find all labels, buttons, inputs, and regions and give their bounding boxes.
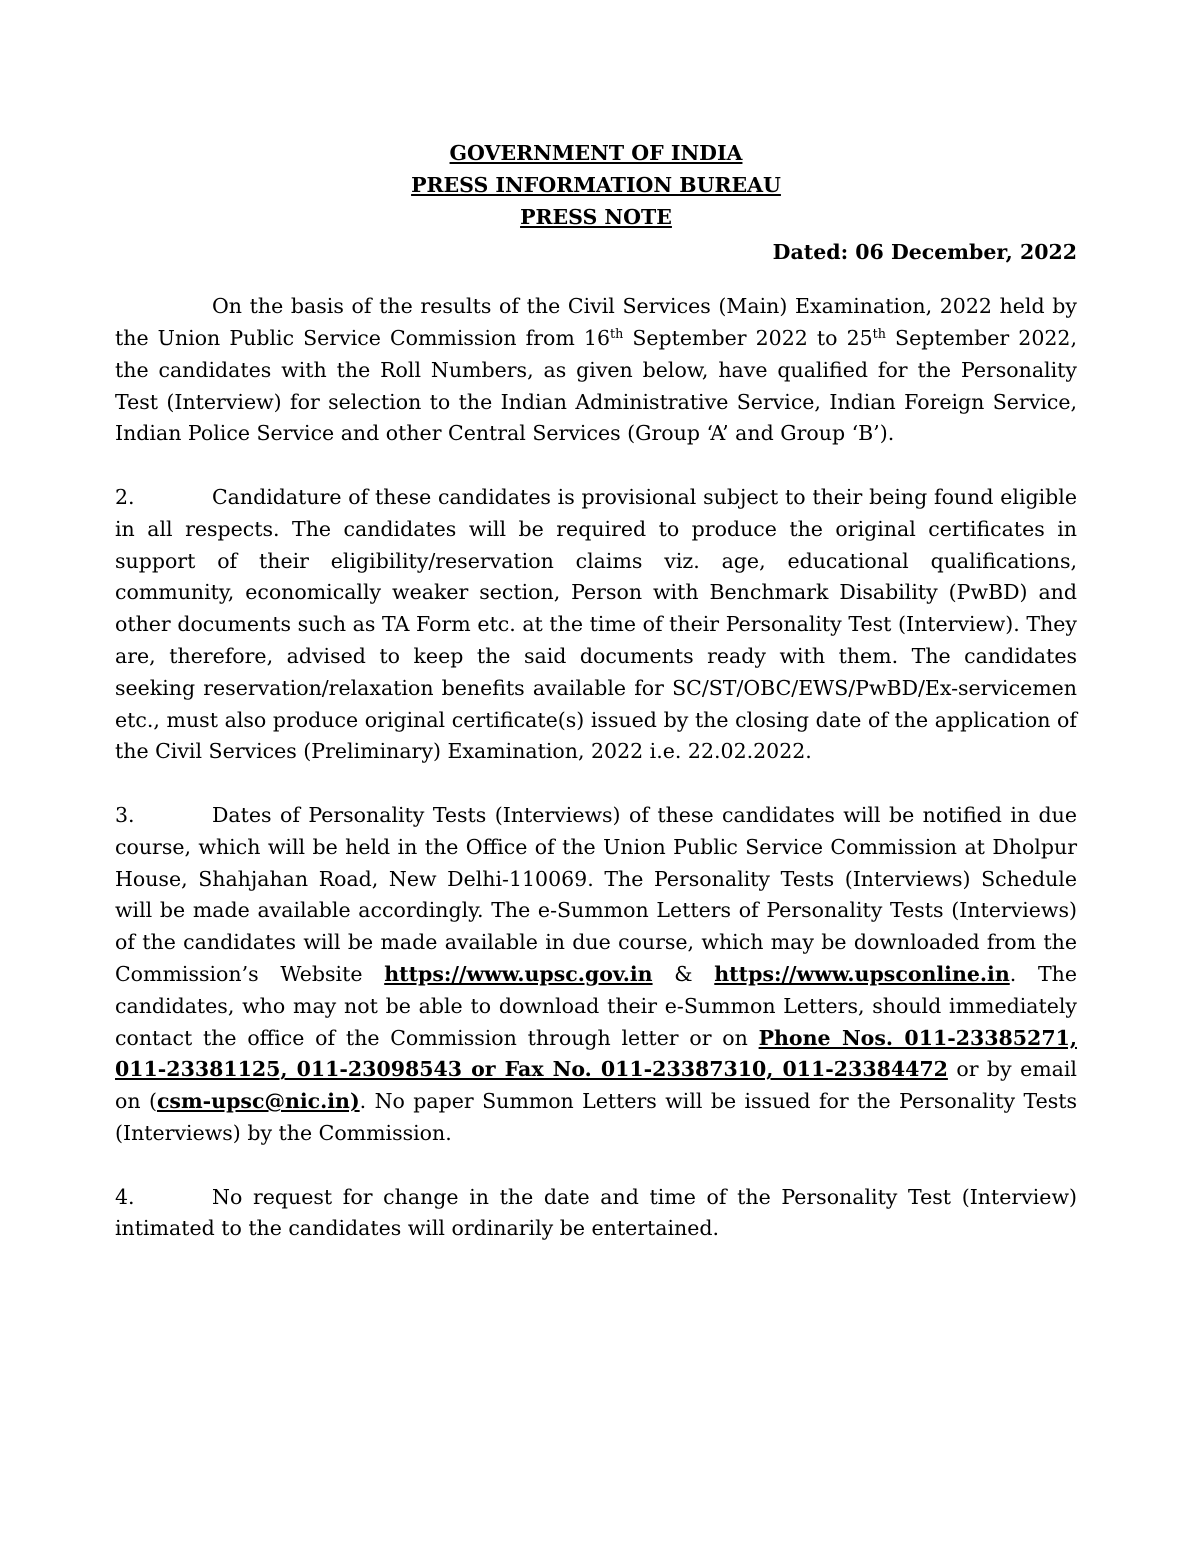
heading-government: GOVERNMENT OF INDIA [449, 141, 743, 165]
paragraph-4 [115, 1182, 1077, 1246]
paragraph-3-text-c: or by email on ( [115, 1057, 1077, 1114]
date-line: Dated: 06 December, 2022 [772, 240, 1077, 265]
paragraph-2-number: 2. [115, 484, 135, 509]
paragraph-2-text: Candidature of these candidates is provisional subject to their being found eligible in all respects. The candidates will be required to produce the original certificates in support of their eligibility/reservation claims viz. age, educational qualifications, community, economically weaker section, Person with Benchmark Disability (PwBD) and other documents such as TA Form etc. at the time of their Personality Test (Interview). They are, therefore, advised to keep the said documents ready with them. The candidates seeking reservation/relaxation benefits available for SC/ST/OBC/EWS/PwBD/Ex-servicemen etc., must also produce original certificate(s) issued by the closing date of the application of the Civil Services (Preliminary) Examination, 2022 i.e. 22.02.2022. [115, 484, 1077, 764]
paragraph-3-text-a: Dates of Personality Tests (Interviews) of these candidates will be notified in due course, which will be held in the Office of the Union Public Service Commission at Dholpur House, Shahjahan Road, New Delhi-110069. The Personality Tests (Interviews) Schedule will be made available accordingly. The e-Summon Letters of Personality Tests (Interviews) of the candidates will be made available in due course, which may be downloaded from the Commission’s Website [115, 802, 1077, 986]
paragraph-4-number: 4. [115, 1184, 135, 1209]
paragraph-1-text-c: September 2022, the candidates with the Roll Numbers, as given below, have qualified for the Personality Test (Interview) for selection to the Indian Administrative Service, Indian Foreign Service, Indian Police Service and other Central Services (Group ‘A’ and Group ‘B’). [115, 325, 1077, 446]
paragraph-1 [115, 291, 1077, 450]
heading-bureau: PRESS INFORMATION BUREAU [411, 172, 781, 197]
document-body [115, 138, 1077, 1245]
paragraph-1-text-a: On the basis of the results of the Civil Services (Main) Examination, 2022 held by the Union Public Service Commission from 16 [115, 294, 1077, 350]
ordinal-suffix-2: th [872, 326, 886, 341]
paragraph-2 [115, 482, 1077, 768]
upsc-website-link[interactable]: https://www.upsc.gov.in [384, 961, 653, 986]
paragraph-3-text-b: . The candidates, who may not be able to download their e-Summon Letters, should immediately contact the office of the Commission through letter or on [115, 961, 1078, 1050]
paragraph-3 [115, 800, 1077, 1150]
ordinal-suffix-1: th [610, 326, 624, 341]
paragraph-3-number: 3. [115, 802, 135, 827]
upsconline-website-link[interactable]: https://www.upsconline.in [714, 961, 1010, 986]
paragraph-1-text-b: September 2022 to 25 [623, 325, 873, 350]
heading-press-note: PRESS NOTE [520, 204, 672, 229]
contact-email-link[interactable]: csm-upsc@nic.in) [156, 1089, 360, 1114]
contact-phone-numbers: Phone Nos. 011-23385271, 011-23381125, 011-23098543 or Fax No. 011-23387310, 011-23384472 [115, 1025, 1077, 1082]
ampersand: & [652, 961, 715, 986]
paragraph-3-text-d: . No paper Summon Letters will be issued for the Personality Tests (Interviews) by the Commission. [115, 1089, 1077, 1145]
paragraph-4-text: No request for change in the date and time of the Personality Test (Interview) intimated to the candidates will ordinarily be entertained. [115, 1184, 1077, 1241]
